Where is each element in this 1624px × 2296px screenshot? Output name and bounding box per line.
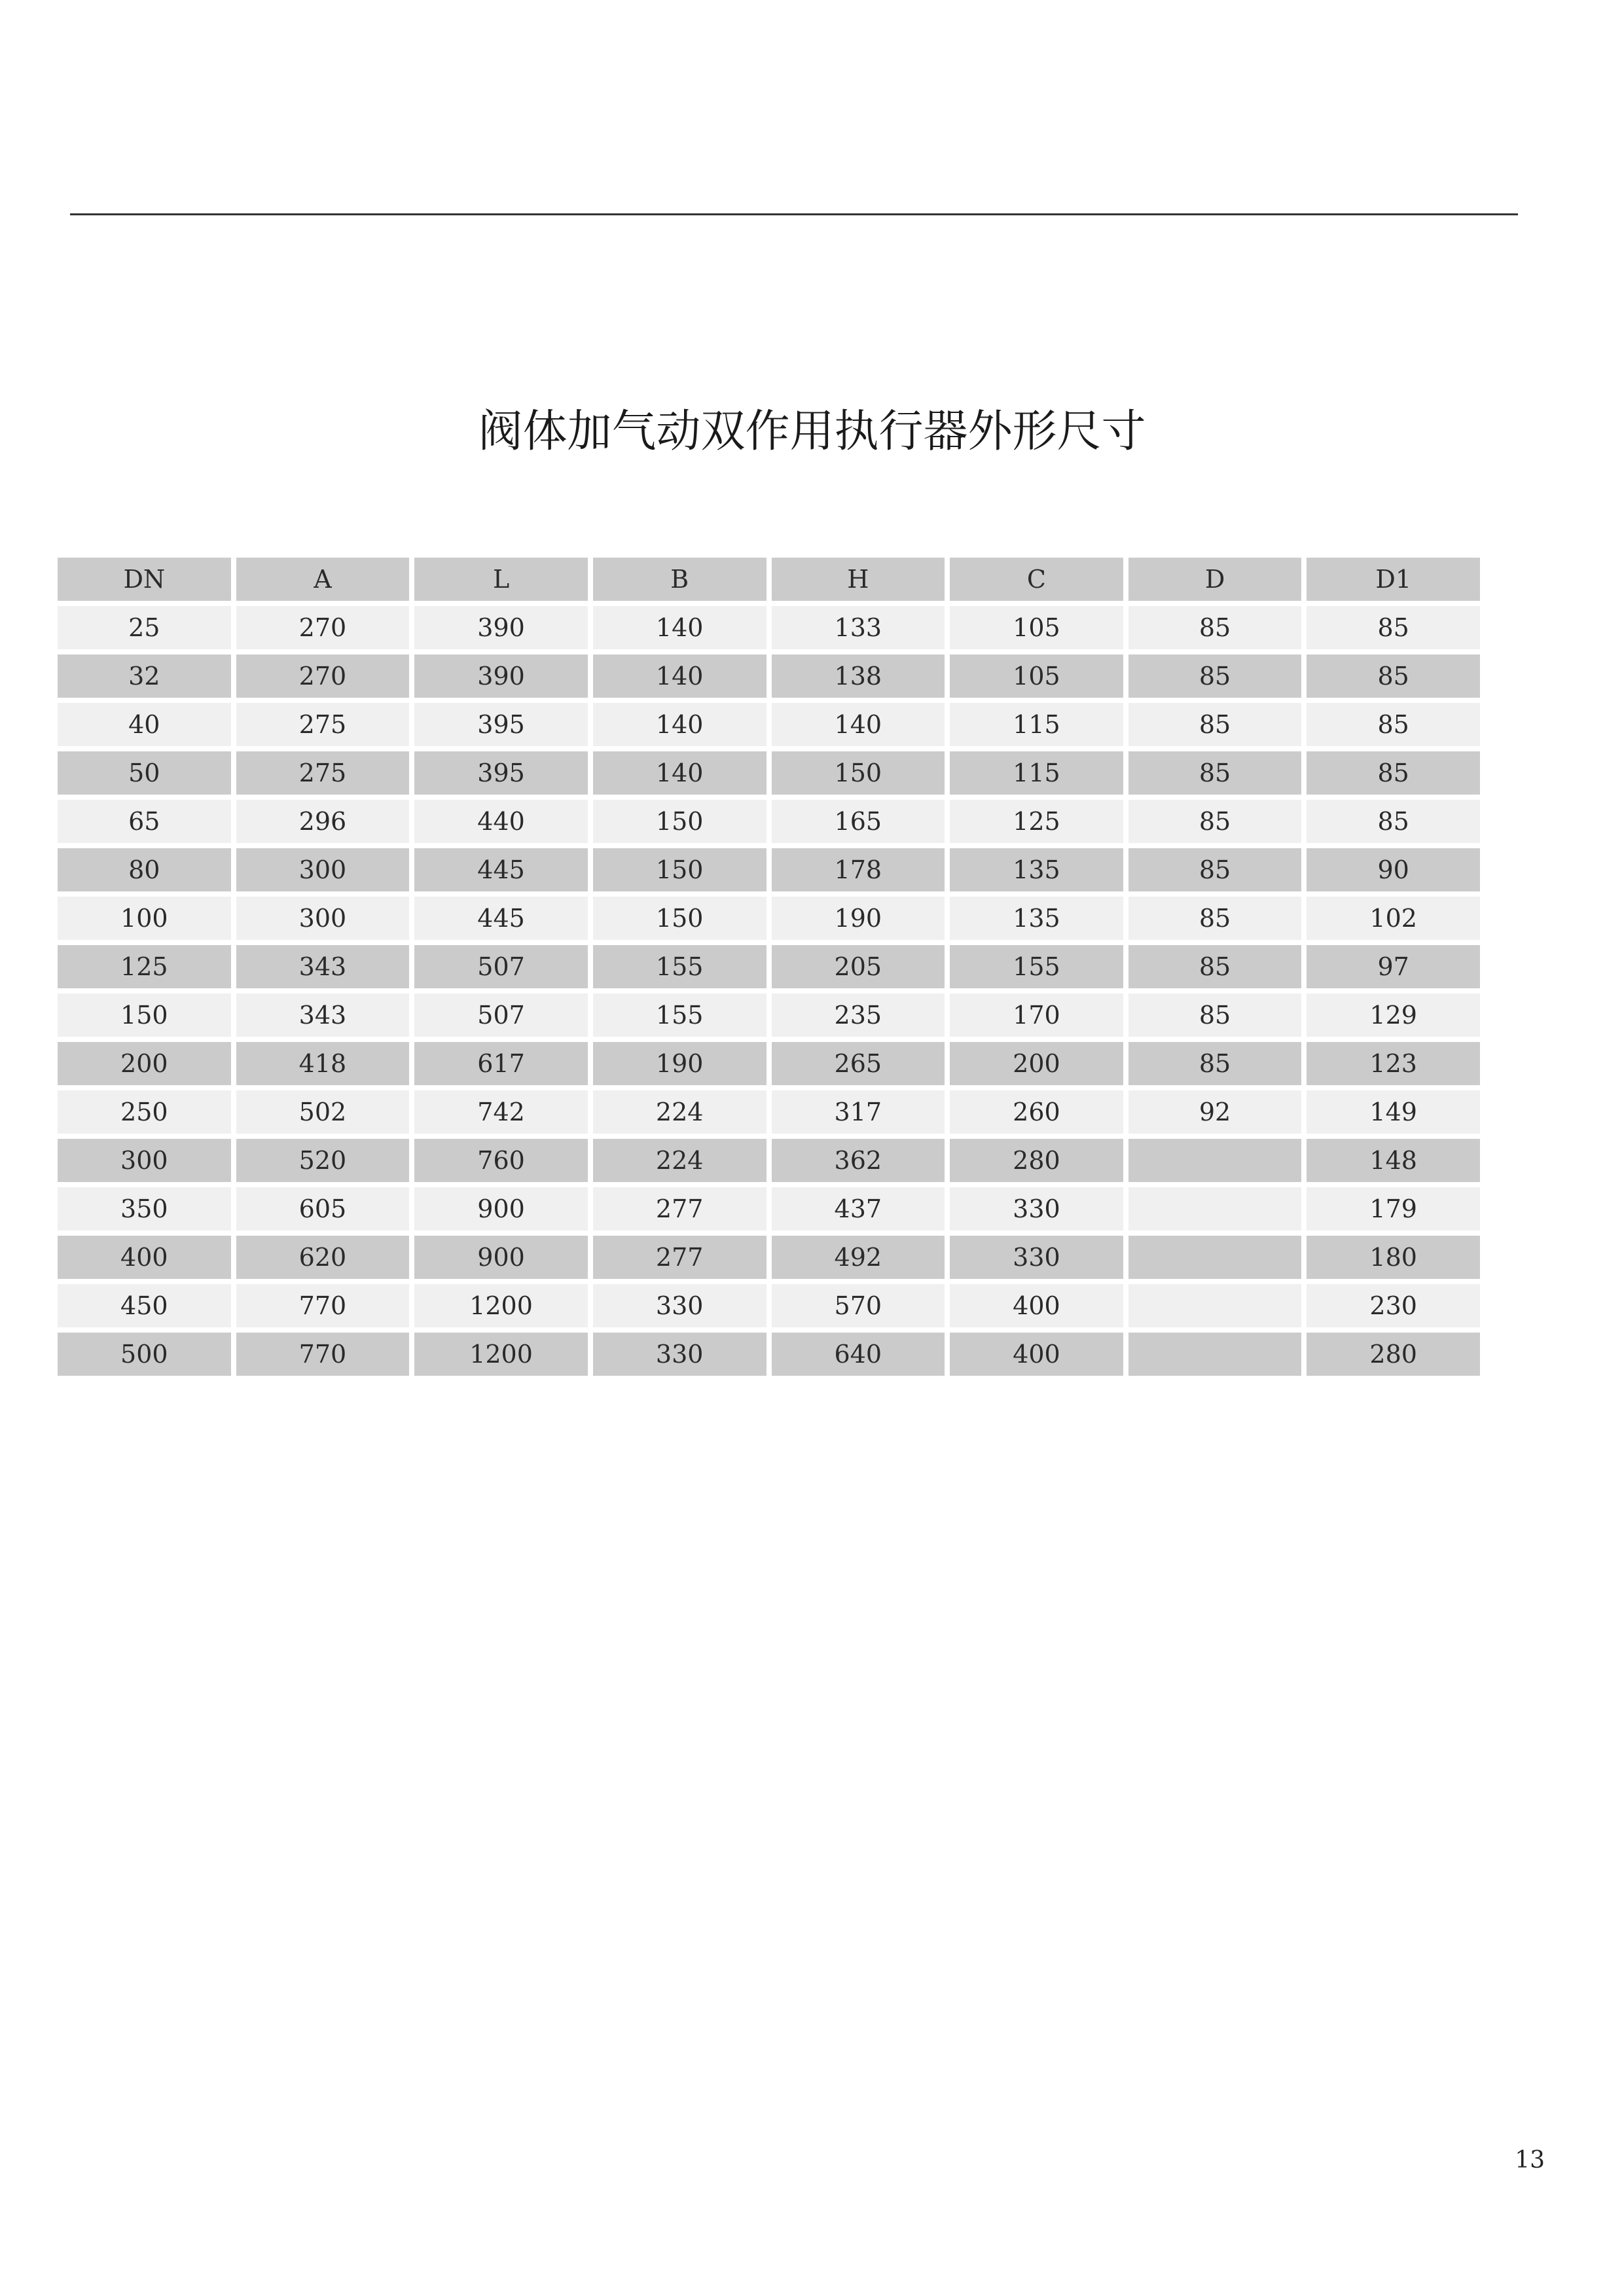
table-cell-a: 343 bbox=[236, 945, 410, 988]
table-cell-l: 900 bbox=[414, 1236, 588, 1279]
table-cell-b: 150 bbox=[593, 897, 767, 940]
table-cell-h: 362 bbox=[772, 1139, 945, 1182]
table-cell-l: 760 bbox=[414, 1139, 588, 1182]
table-cell-c: 115 bbox=[950, 703, 1123, 746]
table-header bbox=[58, 558, 1480, 601]
table-cell-a: 300 bbox=[236, 848, 410, 891]
table-cell-c: 400 bbox=[950, 1284, 1123, 1327]
table-cell-l: 445 bbox=[414, 897, 588, 940]
table-cell-d: 85 bbox=[1128, 703, 1302, 746]
table-cell-l: 1200 bbox=[414, 1284, 588, 1327]
table-cell-dn: 50 bbox=[58, 751, 231, 795]
header-row bbox=[58, 558, 1480, 601]
table-cell-l: 742 bbox=[414, 1090, 588, 1134]
table-row bbox=[58, 1284, 1480, 1327]
table-cell-c: 400 bbox=[950, 1333, 1123, 1376]
table-cell-d1: 179 bbox=[1307, 1187, 1480, 1230]
table-cell-c: 105 bbox=[950, 606, 1123, 649]
table-cell-b: 277 bbox=[593, 1236, 767, 1279]
table-cell-l: 395 bbox=[414, 751, 588, 795]
table-row bbox=[58, 800, 1480, 843]
table-cell-b: 155 bbox=[593, 945, 767, 988]
table-cell-l: 900 bbox=[414, 1187, 588, 1230]
table-cell-c: 260 bbox=[950, 1090, 1123, 1134]
table-row bbox=[58, 897, 1480, 940]
table-body bbox=[58, 606, 1480, 1376]
table-cell-dn: 200 bbox=[58, 1042, 231, 1085]
table-cell-d: 85 bbox=[1128, 897, 1302, 940]
table-cell-dn: 125 bbox=[58, 945, 231, 988]
table-cell-d1: 85 bbox=[1307, 606, 1480, 649]
table-cell-d bbox=[1128, 1236, 1302, 1279]
table-cell-h: 492 bbox=[772, 1236, 945, 1279]
column-header-l: L bbox=[414, 558, 588, 601]
column-header-a: A bbox=[236, 558, 410, 601]
table-cell-l: 617 bbox=[414, 1042, 588, 1085]
table-cell-a: 520 bbox=[236, 1139, 410, 1182]
table-cell-c: 135 bbox=[950, 897, 1123, 940]
table-row bbox=[58, 606, 1480, 649]
table-cell-a: 620 bbox=[236, 1236, 410, 1279]
table-cell-d1: 123 bbox=[1307, 1042, 1480, 1085]
table-cell-l: 440 bbox=[414, 800, 588, 843]
table-cell-h: 205 bbox=[772, 945, 945, 988]
table-cell-h: 138 bbox=[772, 655, 945, 698]
table-cell-d: 92 bbox=[1128, 1090, 1302, 1134]
table-cell-d1: 90 bbox=[1307, 848, 1480, 891]
table-row bbox=[58, 751, 1480, 795]
table-cell-d1: 85 bbox=[1307, 800, 1480, 843]
table-cell-dn: 65 bbox=[58, 800, 231, 843]
table-cell-dn: 25 bbox=[58, 606, 231, 649]
table-cell-h: 570 bbox=[772, 1284, 945, 1327]
table-cell-d1: 280 bbox=[1307, 1333, 1480, 1376]
dimensions-table bbox=[52, 552, 1485, 1381]
column-header-dn: DN bbox=[58, 558, 231, 601]
table-cell-l: 395 bbox=[414, 703, 588, 746]
table-cell-h: 235 bbox=[772, 994, 945, 1037]
table-cell-h: 190 bbox=[772, 897, 945, 940]
table-cell-a: 343 bbox=[236, 994, 410, 1037]
table-cell-c: 200 bbox=[950, 1042, 1123, 1085]
column-header-d1: D1 bbox=[1307, 558, 1480, 601]
table-cell-b: 150 bbox=[593, 800, 767, 843]
table-cell-c: 105 bbox=[950, 655, 1123, 698]
table-cell-h: 165 bbox=[772, 800, 945, 843]
table-cell-l: 1200 bbox=[414, 1333, 588, 1376]
column-header-c: C bbox=[950, 558, 1123, 601]
table-cell-h: 178 bbox=[772, 848, 945, 891]
table-cell-a: 270 bbox=[236, 655, 410, 698]
table-cell-b: 224 bbox=[593, 1139, 767, 1182]
table-cell-b: 140 bbox=[593, 751, 767, 795]
table-cell-d: 85 bbox=[1128, 800, 1302, 843]
table-cell-d: 85 bbox=[1128, 945, 1302, 988]
table-cell-c: 280 bbox=[950, 1139, 1123, 1182]
table-cell-c: 330 bbox=[950, 1236, 1123, 1279]
table-row bbox=[58, 848, 1480, 891]
table-cell-c: 135 bbox=[950, 848, 1123, 891]
table-cell-b: 224 bbox=[593, 1090, 767, 1134]
table-cell-d bbox=[1128, 1333, 1302, 1376]
table-cell-d1: 97 bbox=[1307, 945, 1480, 988]
table-cell-d1: 102 bbox=[1307, 897, 1480, 940]
table-row bbox=[58, 1236, 1480, 1279]
table-cell-b: 330 bbox=[593, 1284, 767, 1327]
table-cell-a: 300 bbox=[236, 897, 410, 940]
table-cell-d bbox=[1128, 1284, 1302, 1327]
table-cell-h: 140 bbox=[772, 703, 945, 746]
table-cell-b: 140 bbox=[593, 703, 767, 746]
table-cell-h: 640 bbox=[772, 1333, 945, 1376]
column-header-d: D bbox=[1128, 558, 1302, 601]
table-row bbox=[58, 1042, 1480, 1085]
table-cell-l: 507 bbox=[414, 994, 588, 1037]
table-row bbox=[58, 1139, 1480, 1182]
table-cell-d: 85 bbox=[1128, 751, 1302, 795]
table-cell-d1: 129 bbox=[1307, 994, 1480, 1037]
table-cell-b: 150 bbox=[593, 848, 767, 891]
page-title: 阀体加气动双作用执行器外形尺寸 bbox=[478, 406, 1146, 457]
table-cell-l: 390 bbox=[414, 655, 588, 698]
table-cell-d1: 85 bbox=[1307, 703, 1480, 746]
table-cell-dn: 300 bbox=[58, 1139, 231, 1182]
table-cell-dn: 350 bbox=[58, 1187, 231, 1230]
table-cell-dn: 500 bbox=[58, 1333, 231, 1376]
table-row bbox=[58, 1090, 1480, 1134]
table-cell-dn: 80 bbox=[58, 848, 231, 891]
table-row bbox=[58, 655, 1480, 698]
table-cell-h: 437 bbox=[772, 1187, 945, 1230]
page-number: 13 bbox=[1515, 2147, 1545, 2174]
header-rule bbox=[70, 213, 1518, 215]
table-row bbox=[58, 994, 1480, 1037]
table-cell-a: 770 bbox=[236, 1333, 410, 1376]
table-cell-h: 265 bbox=[772, 1042, 945, 1085]
table-row bbox=[58, 703, 1480, 746]
table-cell-d bbox=[1128, 1187, 1302, 1230]
table-cell-a: 502 bbox=[236, 1090, 410, 1134]
table-cell-b: 190 bbox=[593, 1042, 767, 1085]
table-cell-a: 605 bbox=[236, 1187, 410, 1230]
table-cell-d1: 180 bbox=[1307, 1236, 1480, 1279]
table-cell-d: 85 bbox=[1128, 606, 1302, 649]
table-cell-c: 125 bbox=[950, 800, 1123, 843]
table-cell-d: 85 bbox=[1128, 848, 1302, 891]
table-cell-a: 770 bbox=[236, 1284, 410, 1327]
table-cell-l: 507 bbox=[414, 945, 588, 988]
table-cell-dn: 40 bbox=[58, 703, 231, 746]
table-cell-b: 155 bbox=[593, 994, 767, 1037]
table-cell-h: 317 bbox=[772, 1090, 945, 1134]
table-cell-a: 275 bbox=[236, 703, 410, 746]
table-cell-a: 418 bbox=[236, 1042, 410, 1085]
column-header-h: H bbox=[772, 558, 945, 601]
table-cell-d1: 85 bbox=[1307, 655, 1480, 698]
table-row bbox=[58, 1187, 1480, 1230]
table-cell-c: 155 bbox=[950, 945, 1123, 988]
table-cell-c: 170 bbox=[950, 994, 1123, 1037]
table-row bbox=[58, 1333, 1480, 1376]
column-header-b: B bbox=[593, 558, 767, 601]
table-cell-dn: 150 bbox=[58, 994, 231, 1037]
table-cell-h: 133 bbox=[772, 606, 945, 649]
table-cell-dn: 250 bbox=[58, 1090, 231, 1134]
table-cell-d1: 149 bbox=[1307, 1090, 1480, 1134]
table-cell-d: 85 bbox=[1128, 655, 1302, 698]
table-cell-h: 150 bbox=[772, 751, 945, 795]
table-cell-l: 390 bbox=[414, 606, 588, 649]
table-cell-d1: 148 bbox=[1307, 1139, 1480, 1182]
table-cell-d1: 230 bbox=[1307, 1284, 1480, 1327]
table-cell-l: 445 bbox=[414, 848, 588, 891]
table-cell-b: 140 bbox=[593, 606, 767, 649]
table-cell-c: 330 bbox=[950, 1187, 1123, 1230]
table-cell-d bbox=[1128, 1139, 1302, 1182]
table-cell-c: 115 bbox=[950, 751, 1123, 795]
table-cell-b: 277 bbox=[593, 1187, 767, 1230]
table-cell-dn: 450 bbox=[58, 1284, 231, 1327]
table-cell-a: 270 bbox=[236, 606, 410, 649]
table-row bbox=[58, 945, 1480, 988]
table-cell-b: 140 bbox=[593, 655, 767, 698]
table-cell-d: 85 bbox=[1128, 994, 1302, 1037]
table-cell-a: 275 bbox=[236, 751, 410, 795]
table-cell-a: 296 bbox=[236, 800, 410, 843]
table-cell-d1: 85 bbox=[1307, 751, 1480, 795]
table-cell-b: 330 bbox=[593, 1333, 767, 1376]
table-cell-dn: 400 bbox=[58, 1236, 231, 1279]
table-cell-dn: 100 bbox=[58, 897, 231, 940]
table-cell-d: 85 bbox=[1128, 1042, 1302, 1085]
table-cell-dn: 32 bbox=[58, 655, 231, 698]
